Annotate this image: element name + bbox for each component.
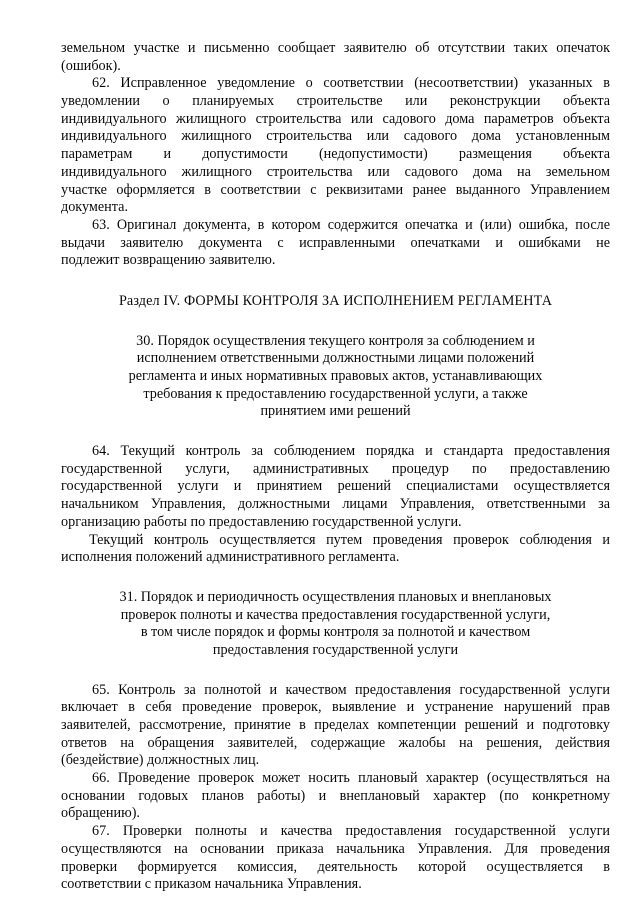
text-line: выдачи заявителю документа с исправленными опечатками и ошибками не <box>61 234 610 251</box>
text-line: 63. Оригинал документа, в котором содержится опечатка и (или) ошибка, после <box>92 216 610 233</box>
paragraph-64 <box>61 443 610 531</box>
heading-line: требования к предоставлению государственной услуги, а также <box>143 385 528 402</box>
heading-line: проверок полноты и качества предоставления государственной услуги, <box>120 606 551 623</box>
text-line: 67. Проверки полноты и качества предоставления государственной услуги <box>92 823 610 840</box>
heading-line: регламента и иных нормативных правовых актов, устанавливающих <box>128 368 543 384</box>
text-line: участке оформляется в соответствии с реквизитами ранее выданного Управлением <box>61 181 610 198</box>
text-line: (бездействие) должностных лиц. <box>61 752 260 769</box>
paragraph-66 <box>61 770 610 823</box>
spacer <box>61 270 610 289</box>
text-line: 66. Проведение проверок может носить плановый характер (осуществляться на <box>92 770 610 787</box>
paragraph-intro-continuation <box>61 40 610 75</box>
text-line: включает в себя проведение проверок, выявление и устранение нарушений прав <box>61 699 610 716</box>
heading-line: предоставления государственной услуги <box>212 641 459 658</box>
page-body <box>61 40 610 894</box>
text-line: обращению). <box>61 805 140 822</box>
paragraph-65 <box>61 682 610 770</box>
heading-line: принятием ими решений <box>260 403 411 420</box>
text-line: земельном участке и письменно сообщает заявителю об отсутствии таких опечаток <box>61 40 610 56</box>
text-line: исполнения положений административного регламента. <box>61 549 400 566</box>
text-line: проверки формируется комиссия, деятельность которой осуществляется в <box>61 858 610 875</box>
text-line: Текущий контроль осуществляется путем проведения проверок соблюдения и <box>89 531 610 548</box>
paragraph-62 <box>61 75 610 217</box>
text-line: индивидуального жилищного строительства или садового дома на земельном <box>61 163 610 180</box>
text-line: основании годовых планов работы) и внеплановый характер (по конкретному <box>61 787 610 804</box>
text-line: (ошибок). <box>61 57 121 74</box>
heading-line: 30. Порядок осуществления текущего контроля за соблюдением и <box>136 332 535 349</box>
text-line: индивидуального жилищного строительства или садового дома параметров объекта <box>61 110 610 127</box>
text-line: 65. Контроль за полнотой и качеством предоставления государственной услуги <box>92 681 610 698</box>
paragraph-64-continuation <box>61 532 610 567</box>
text-line: ответов на обращения заявителей, содержащие жалобы на решения, действия <box>61 734 610 751</box>
text-line: индивидуального жилищного строительства или садового дома установленным <box>61 128 610 145</box>
text-line: 62. Исправленное уведомление о соответствии (несоответствии) указанных в <box>92 75 610 92</box>
heading-31 <box>61 589 610 660</box>
heading-line: 31. Порядок и периодичность осуществления плановых и внеплановых <box>119 588 552 605</box>
paragraph-67 <box>61 823 610 894</box>
text-line: уведомлении о планируемых строительстве или реконструкции объекта <box>61 93 610 110</box>
spacer <box>61 311 610 333</box>
text-line: подлежит возвращению заявителю. <box>61 252 276 269</box>
text-line: соответствии с приказом начальника Управления. <box>61 876 362 893</box>
heading-line: в том числе порядок и формы контроля за полнотой и качеством <box>140 624 531 641</box>
text-line: документа. <box>61 199 128 216</box>
text-line: заявителей, рассмотрение, принятие в пределах компетенции решений и подготовку <box>61 717 610 733</box>
section-title: Раздел IV. ФОРМЫ КОНТРОЛЯ ЗА ИСПОЛНЕНИЕМ РЕГЛАМЕНТА <box>118 292 553 309</box>
text-line: 64. Текущий контроль за соблюдением порядка и стандарта предоставления <box>92 443 610 460</box>
heading-30 <box>61 333 610 421</box>
text-line: государственной услуги и принятием решений специалистами осуществляется <box>61 478 610 495</box>
spacer <box>61 421 610 443</box>
paragraph-63 <box>61 217 610 270</box>
text-line: параметрам и допустимости (недопустимости) размещения объекта <box>61 146 610 163</box>
spacer <box>61 567 610 589</box>
spacer <box>61 660 610 682</box>
text-line: осуществляются на основании приказа начальника Управления. Для проведения <box>61 840 610 857</box>
text-line: государственной услуги, административных процедур по предоставлению <box>61 460 610 477</box>
heading-line: исполнением ответственными должностными лицами положений <box>136 350 535 367</box>
text-line: организацию работы по предоставлению государственной услуги. <box>61 513 462 530</box>
text-line: начальником Управления, должностными лицами Управления, ответственными за <box>61 496 610 513</box>
